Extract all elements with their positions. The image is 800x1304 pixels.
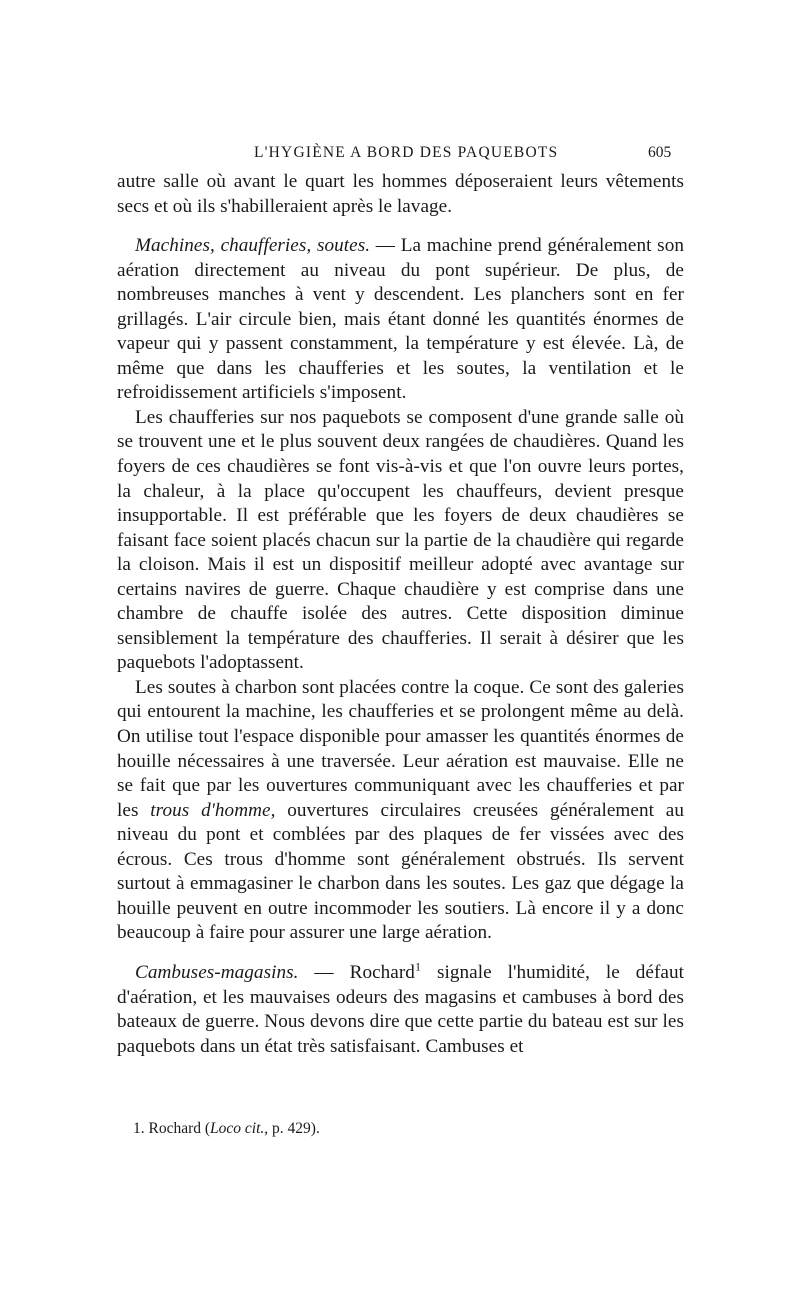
running-title: L'HYGIÈNE A BORD DES PAQUEBOTS [254, 144, 559, 161]
paragraph-cambuses-text: signale l'humidité, le défaut d'aération, et les mauvaises odeurs des magasins et cambuses à bord des bateaux de guerre. Nous devons dire que cette partie du bateau est sur les paquebots dans un état très satisfaisant. Cambuses et [117, 961, 684, 1057]
paragraph-chaufferies-text: Les chaufferies sur nos paquebots se composent d'une grande salle où se trouvent une et le plus souvent deux rangées de chaudières. Quand les foyers de ces chaudières se font vis-à-vis et que l'on ouvre leurs portes, la chaleur, à la place qu'occupent les chauffeurs, devient presque insupportable. Il est préférable que les foyers de deux chaudières se faisant face soient placés chacun sur la partie de la chaudière qui regarde la cloison. Mais il est un dispositif meilleur adopté avec avantage sur certains navires de guerre. Chaque chaudière y est comprise dans une chambre de chauffe isolée des autres. Cette disposition diminue sensiblement la température des chaufferies. Il serait à désirer que les paquebots l'adoptassent. [117, 406, 684, 674]
paragraph-1-text: autre salle où avant le quart les hommes déposeraient leurs vêtements secs et où ils s'habilleraient après le lavage. [117, 171, 684, 217]
paragraph-cambuses [117, 961, 684, 1059]
page-number: 605 [648, 144, 672, 161]
section-heading-cambuses: Cambuses-magasins. [135, 961, 299, 983]
footnote-author: Rochard ( [144, 1120, 211, 1137]
footnote-source: Loco cit. [210, 1120, 265, 1137]
footnote [133, 1120, 320, 1138]
footnote-page: , p. 429). [264, 1120, 320, 1137]
paragraph-1 [117, 170, 684, 219]
footnote-number: 1. [133, 1120, 145, 1137]
footnote-reference: 1 [414, 959, 422, 974]
running-header [0, 144, 800, 168]
paragraph-machines-text: — La machine prend généralement son aération directement au niveau du pont supérieur. De plus, de nombreuses manches à vent y descendent. Les planchers sont en fer grillagés. L'air circule bien, mais étant donné les quantités énormes de vapeur qui y passent constamment, la température y est élevée. Là, de même que dans les chaufferies et les soutes, la ventilation et le refroidissement artificiels s'imposent. [117, 235, 684, 404]
section-heading-machines: Machines, chaufferies, soutes. [135, 235, 371, 257]
paragraph-cambuses-lead: — Rochard [298, 961, 415, 983]
italic-term-trous-d-homme: trous d'homme, [150, 799, 276, 821]
body-text [117, 170, 684, 1059]
paragraph-machines [117, 234, 684, 406]
paragraph-chaufferies [117, 406, 684, 676]
paragraph-soutes [117, 676, 684, 946]
paragraph-soutes-text-end: ouvertures circulaires creusées généralement au niveau du pont et comblées par des plaques de fer vissées avec des écrous. Ces trous d'homme sont généralement obstrués. Ils servent surtout à emmagasiner le charbon dans les soutes. Les gaz que dégage la houille peuvent en outre incommoder les soutiers. Là encore il y a donc beaucoup à faire pour assurer une large aération. [117, 799, 684, 944]
paragraph-soutes-text-start: Les soutes à charbon sont placées contre la coque. Ce sont des galeries qui entourent la machine, les chaufferies et se prolongent même au delà. On utilise tout l'espace disponible pour amasser les quantités énormes de houille nécessaires à une traversée. Leur aération est mauvaise. Elle ne se fait que par les ouvertures communiquant avec les chaufferies et par les [117, 676, 684, 821]
